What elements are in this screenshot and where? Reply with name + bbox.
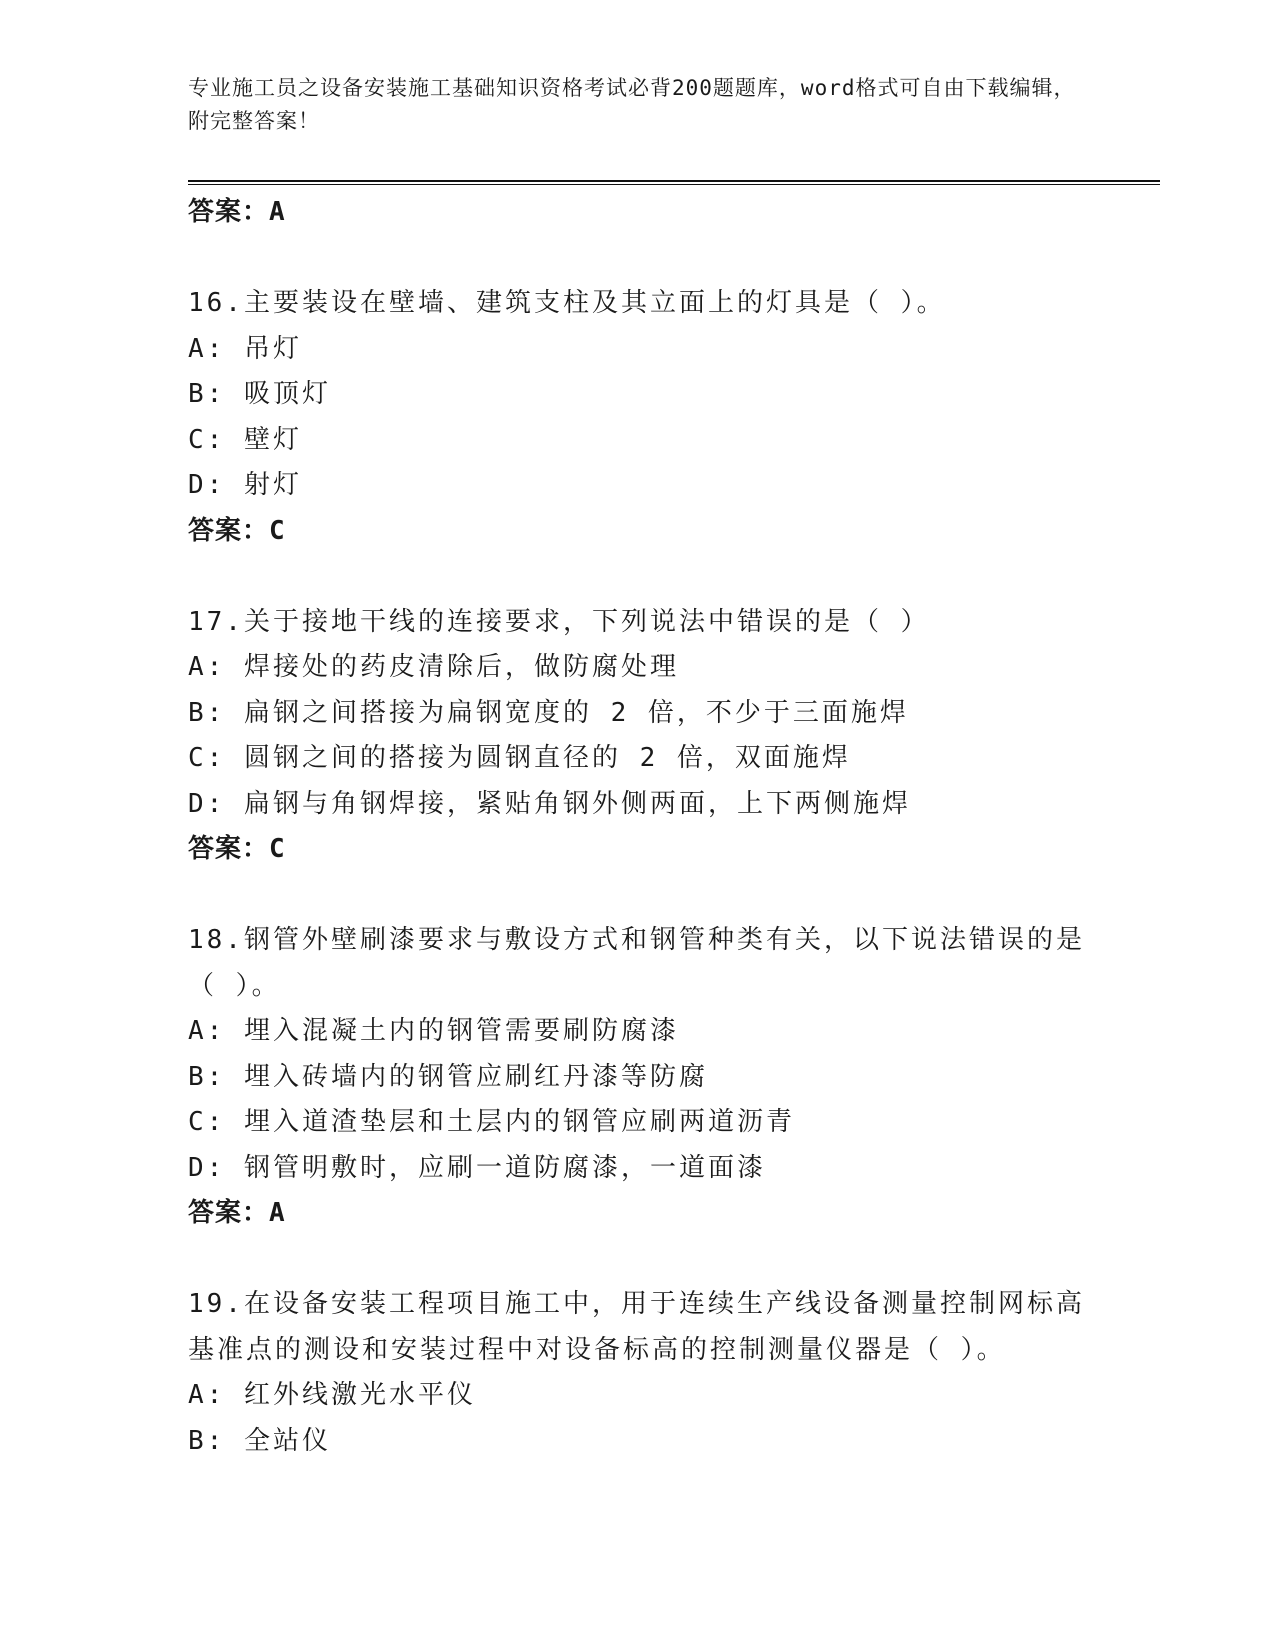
question-17 — [188, 600, 1088, 873]
spacer — [188, 554, 1088, 600]
spacer — [188, 236, 1088, 282]
question-list — [188, 190, 1088, 1464]
answer-line: 答案：A — [188, 197, 286, 227]
option-b: B: 吸顶灯 — [188, 379, 331, 409]
option-c: C: 圆钢之间的搭接为圆钢直径的 2 倍，双面施焊 — [188, 743, 851, 773]
option-a: A: 埋入混凝土内的钢管需要刷防腐漆 — [188, 1016, 679, 1046]
header-text: 专业施工员之设备安装施工基础知识资格考试必背200题题库，word格式可自由下载编辑，附完整答案！ — [188, 76, 1076, 133]
option-b: B: 埋入砖墙内的钢管应刷红丹漆等防腐 — [188, 1061, 708, 1092]
question-16 — [188, 281, 1088, 554]
header-divider — [188, 180, 1160, 185]
option-d: D: 钢管明敷时，应刷一道防腐漆，一道面漆 — [188, 1152, 766, 1183]
question-18 — [188, 918, 1088, 1237]
option-c: C: 埋入道渣垫层和土层内的钢管应刷两道沥青 — [188, 1107, 795, 1137]
spacer — [188, 873, 1088, 919]
option-a: A: 焊接处的药皮清除后，做防腐处理 — [188, 652, 679, 682]
answer-line: 答案：C — [188, 834, 286, 864]
question-stem: 16.主要装设在壁墙、建筑支柱及其立面上的灯具是（ ）。 — [188, 288, 946, 318]
spacer — [188, 1237, 1088, 1283]
question-19 — [188, 1282, 1088, 1464]
option-a: A: 红外线激光水平仪 — [188, 1380, 476, 1410]
question-stem: 17.关于接地干线的连接要求，下列说法中错误的是（ ） — [188, 606, 930, 637]
answer-line: 答案：A — [188, 1198, 286, 1228]
question-stem-line-2: （ ）。 — [188, 970, 281, 1001]
answer-line: 答案：C — [188, 515, 286, 546]
question-stem-line-1: 19.在设备安装工程项目施工中，用于连续生产线设备测量控制网标高 — [188, 1289, 1085, 1319]
option-b: B: 扁钢之间搭接为扁钢宽度的 2 倍，不少于三面施焊 — [188, 697, 909, 728]
option-d: D: 扁钢与角钢焊接，紧贴角钢外侧两面，上下两侧施焊 — [188, 788, 911, 819]
option-a: A: 吊灯 — [188, 333, 302, 364]
option-b: B: 全站仪 — [188, 1425, 331, 1456]
option-c: C: 壁灯 — [188, 424, 302, 455]
option-d: D: 射灯 — [188, 470, 302, 500]
page-header — [188, 72, 1078, 138]
question-stem-line-2: 基准点的测设和安装过程中对设备标高的控制测量仪器是（ ）。 — [188, 1334, 1006, 1365]
question-stem-line-1: 18.钢管外壁刷漆要求与敷设方式和钢管种类有关，以下说法错误的是 — [188, 925, 1085, 955]
